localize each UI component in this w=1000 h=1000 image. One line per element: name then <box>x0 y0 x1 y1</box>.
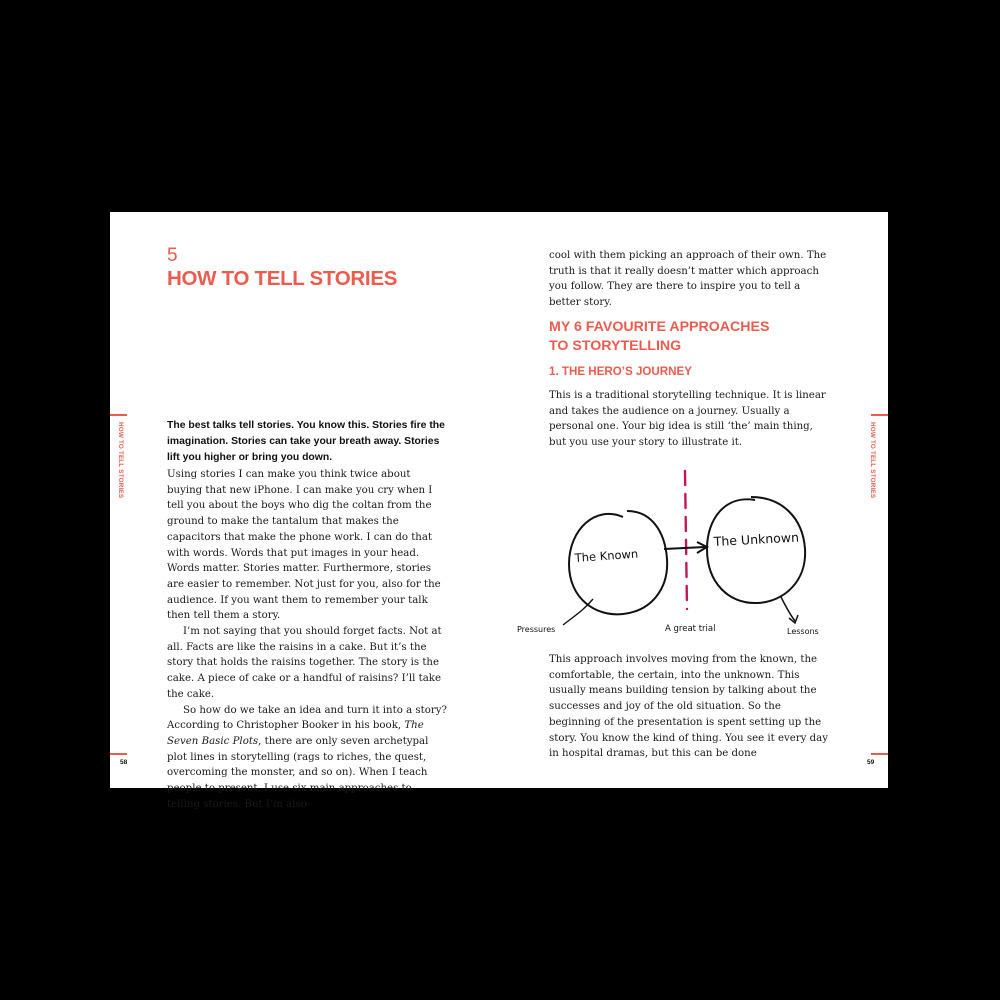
running-head-left: HOW TO TELL STORIES <box>117 422 124 499</box>
unknown-label: The Unknown <box>713 529 800 549</box>
running-head-right: HOW TO TELL STORIES <box>869 422 876 499</box>
divider-dashed-line <box>685 471 687 609</box>
text-segment: , there are only seven archetypal plot lines in storytelling (rags to riches, the quest, overcoming the monster, and so on). When I teach people to present, I use six main approaches to telling stories. But I’m also <box>167 735 429 810</box>
body-paragraph: This approach involves moving from the known, the comfortable, the certain, into the unknown. This usually means building tension by talking about the successes and joy of the old situation. So the beginning of the presentation is spent setting up the story. You know the kind of thing. You see it every day in hospital dramas, but this can be done <box>549 654 829 760</box>
lessons-pointer <box>781 597 795 621</box>
section-heading-line: MY 6 FAVOURITE APPROACHES <box>549 319 770 335</box>
book-title: The Seven Basic Plots <box>167 720 424 747</box>
page-tab-marker <box>110 414 127 416</box>
right-page <box>499 212 888 788</box>
page-number-left: 58 <box>120 759 128 766</box>
subheading: 1. THE HERO’S JOURNEY <box>549 365 693 378</box>
lessons-label: Lessons <box>787 627 819 636</box>
section-heading <box>549 318 769 355</box>
text-segment: So how do we take an idea and turn it into a story? According to Christopher Booker in his book, <box>167 704 447 732</box>
body-paragraph: Using stories I can make you think twice about buying that new iPhone. I can make you cry when I tell you about the boys who dig the coltan from the ground to make the tantalum that makes the capacitors that make the phone work. I can do that with words. Words that put images in your head. Words matter. Stories matter. Furthermore, stories are easier to remember. Not just for you, also for the audience. If you want them to remember your talk then tell them a story. <box>167 469 441 622</box>
section-heading-line: TO STORYTELLING <box>549 337 682 354</box>
body-paragraph <box>167 703 447 813</box>
body-paragraph: This is a traditional storytelling technique. It is linear and takes the audience on a journey. Usually a personal one. Your big idea is still ‘the’ main thing, but you use your story to illustrate it. <box>549 390 826 449</box>
left-page <box>110 212 499 810</box>
body-paragraph: I’m not saying that you should forget facts. Not at all. Facts are like the raisins in a cake. But it’s the story that holds the raisins together. The story is the cake. A piece of cake or a handful of raisins? I’ll take the cake. <box>167 626 442 700</box>
folio-tab-marker <box>110 753 127 755</box>
page-number-right: 59 <box>867 759 875 766</box>
left-body-text <box>167 467 447 812</box>
page-tab-marker <box>871 414 888 416</box>
folio-tab-marker <box>871 753 888 755</box>
pressures-label: Pressures <box>517 625 556 634</box>
chapter-number: 5 <box>167 245 178 266</box>
chapter-title: HOW TO TELL STORIES <box>167 267 398 290</box>
lead-paragraph: The best talks tell stories. You know this. Stories fire the imagination. Stories can take your breath away. Stories lift you higher or bring you down. <box>167 420 445 463</box>
unknown-circle <box>707 497 805 603</box>
trial-label: A great trial <box>665 624 716 634</box>
heros-journey-diagram <box>511 467 819 642</box>
book-spread <box>110 212 888 810</box>
continued-paragraph: cool with them picking an approach of their own. The truth is that it really doesn’t matter which approach you follow. They are there to inspire you to tell a better story. <box>549 250 827 309</box>
journey-arrow <box>664 547 705 549</box>
known-label: The Known <box>574 546 639 565</box>
pressures-pointer <box>563 599 593 625</box>
